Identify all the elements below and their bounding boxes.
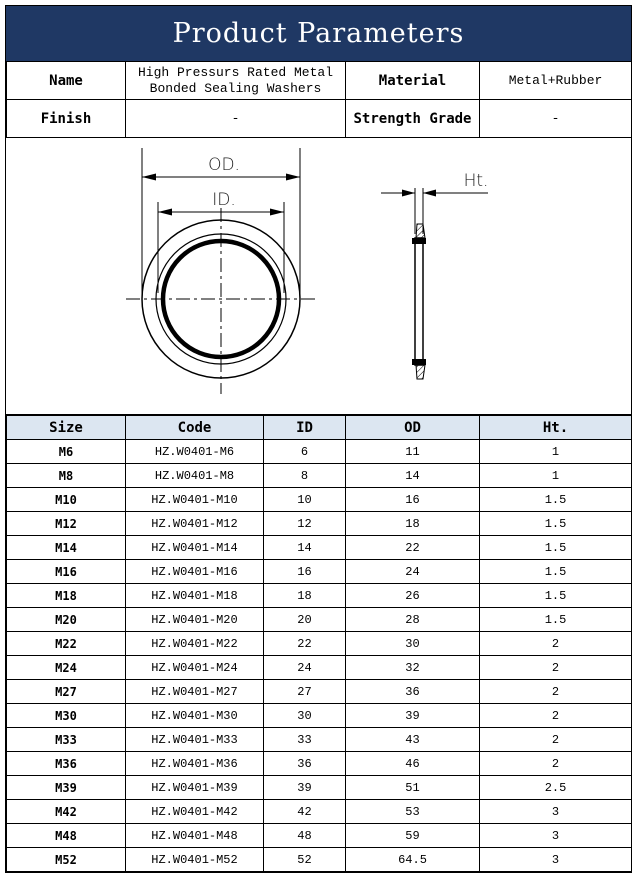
od-label: OD. [208,155,240,175]
cell-ht: 2 [480,728,632,752]
cell-size: M27 [7,680,126,704]
ht-label: Ht. [463,171,489,191]
cell-code: HZ.W0401-M10 [126,488,264,512]
cell-code: HZ.W0401-M20 [126,608,264,632]
washer-side-bond-bottom [412,359,426,365]
ht-arrow-left [402,190,415,197]
cell-code: HZ.W0401-M16 [126,560,264,584]
name-value [126,62,346,100]
cell-id: 22 [264,632,346,656]
cell-ht: 3 [480,848,632,872]
table-row [7,728,632,752]
column-header-od: OD [346,416,480,440]
cell-code: HZ.W0401-M36 [126,752,264,776]
cell-size: M8 [7,464,126,488]
cell-size: M24 [7,656,126,680]
ht-arrow-right [423,190,436,197]
cell-od: 22 [346,536,480,560]
id-arrow-right [270,209,284,216]
cell-id: 30 [264,704,346,728]
cell-ht: 1.5 [480,608,632,632]
strength-grade-label: Strength Grade [346,100,480,138]
column-header-size: Size [7,416,126,440]
cell-od: 18 [346,512,480,536]
cell-code: HZ.W0401-M42 [126,800,264,824]
cell-id: 18 [264,584,346,608]
cell-size: M33 [7,728,126,752]
cell-od: 16 [346,488,480,512]
cell-size: M14 [7,536,126,560]
cell-id: 14 [264,536,346,560]
id-label: ID. [212,190,236,210]
column-header-id: ID [264,416,346,440]
cell-size: M12 [7,512,126,536]
cell-id: 36 [264,752,346,776]
cell-od: 14 [346,464,480,488]
size-spec-table [6,415,632,872]
table-row [7,800,632,824]
cell-od: 28 [346,608,480,632]
finish-label: Finish [7,100,126,138]
cell-ht: 2 [480,752,632,776]
cell-od: 32 [346,656,480,680]
material-label: Material [346,62,480,100]
cell-od: 59 [346,824,480,848]
cell-ht: 3 [480,824,632,848]
cell-code: HZ.W0401-M12 [126,512,264,536]
od-arrow-left [142,174,156,181]
table-row [7,656,632,680]
cell-ht: 2 [480,680,632,704]
parameters-table [6,61,632,138]
technical-drawing [6,137,631,415]
table-row [7,824,632,848]
side-view [381,171,488,379]
cell-id: 10 [264,488,346,512]
cell-ht: 1 [480,440,632,464]
cell-size: M36 [7,752,126,776]
cell-size: M10 [7,488,126,512]
table-row [7,584,632,608]
cell-size: M30 [7,704,126,728]
cell-id: 27 [264,680,346,704]
cell-id: 8 [264,464,346,488]
name-value-line2: Bonded Sealing Washers [149,80,322,96]
id-arrow-left [158,209,172,216]
cell-code: HZ.W0401-M22 [126,632,264,656]
cell-id: 24 [264,656,346,680]
cell-ht: 2.5 [480,776,632,800]
table-row [7,848,632,872]
cell-id: 12 [264,512,346,536]
product-sheet [5,5,632,873]
cell-ht: 1.5 [480,560,632,584]
washer-side-bond-top [412,238,426,244]
page-title: Product Parameters [6,6,631,61]
front-view [126,208,318,394]
cell-code: HZ.W0401-M39 [126,776,264,800]
cell-od: 24 [346,560,480,584]
cell-od: 26 [346,584,480,608]
table-row [7,776,632,800]
table-row [7,464,632,488]
material-value: Metal+Rubber [480,62,632,100]
cell-od: 43 [346,728,480,752]
rubber-lip-bottom [416,365,425,379]
cell-id: 42 [264,800,346,824]
cell-ht: 2 [480,632,632,656]
cell-id: 48 [264,824,346,848]
washer-side-body [415,238,423,365]
table-row [7,488,632,512]
table-row [7,632,632,656]
cell-od: 53 [346,800,480,824]
cell-ht: 1.5 [480,536,632,560]
cell-code: HZ.W0401-M33 [126,728,264,752]
table-row [7,704,632,728]
table-row [7,536,632,560]
cell-od: 36 [346,680,480,704]
table-row [7,560,632,584]
cell-ht: 1 [480,464,632,488]
cell-od: 51 [346,776,480,800]
cell-size: M42 [7,800,126,824]
cell-size: M52 [7,848,126,872]
rubber-lip-top [416,224,425,238]
cell-size: M16 [7,560,126,584]
drawing-canvas [6,138,631,414]
cell-id: 52 [264,848,346,872]
cell-od: 64.5 [346,848,480,872]
cell-ht: 2 [480,656,632,680]
cell-od: 46 [346,752,480,776]
name-label: Name [7,62,126,100]
od-arrow-right [286,174,300,181]
table-row [7,752,632,776]
table-row [7,440,632,464]
table-row [7,680,632,704]
cell-ht: 2 [480,704,632,728]
spec-header-row [7,416,632,440]
table-row [7,608,632,632]
cell-size: M39 [7,776,126,800]
cell-od: 30 [346,632,480,656]
cell-ht: 1.5 [480,584,632,608]
cell-size: M48 [7,824,126,848]
cell-id: 6 [264,440,346,464]
table-row [7,512,632,536]
cell-code: HZ.W0401-M52 [126,848,264,872]
cell-id: 20 [264,608,346,632]
cell-code: HZ.W0401-M6 [126,440,264,464]
cell-ht: 3 [480,800,632,824]
cell-od: 39 [346,704,480,728]
cell-code: HZ.W0401-M18 [126,584,264,608]
cell-ht: 1.5 [480,512,632,536]
parameters-row-finish [7,100,632,138]
cell-size: M20 [7,608,126,632]
cell-ht: 1.5 [480,488,632,512]
cell-id: 33 [264,728,346,752]
cell-code: HZ.W0401-M14 [126,536,264,560]
cell-size: M22 [7,632,126,656]
cell-code: HZ.W0401-M27 [126,680,264,704]
cell-size: M6 [7,440,126,464]
cell-id: 39 [264,776,346,800]
spec-body [7,440,632,872]
cell-code: HZ.W0401-M48 [126,824,264,848]
cell-code: HZ.W0401-M8 [126,464,264,488]
cell-code: HZ.W0401-M30 [126,704,264,728]
finish-value: - [126,100,346,138]
strength-grade-value: - [480,100,632,138]
cell-size: M18 [7,584,126,608]
column-header-ht: Ht. [480,416,632,440]
parameters-row-name [7,62,632,100]
column-header-code: Code [126,416,264,440]
cell-id: 16 [264,560,346,584]
cell-code: HZ.W0401-M24 [126,656,264,680]
name-value-line1: High Pressurs Rated Metal [137,64,334,80]
cell-od: 11 [346,440,480,464]
